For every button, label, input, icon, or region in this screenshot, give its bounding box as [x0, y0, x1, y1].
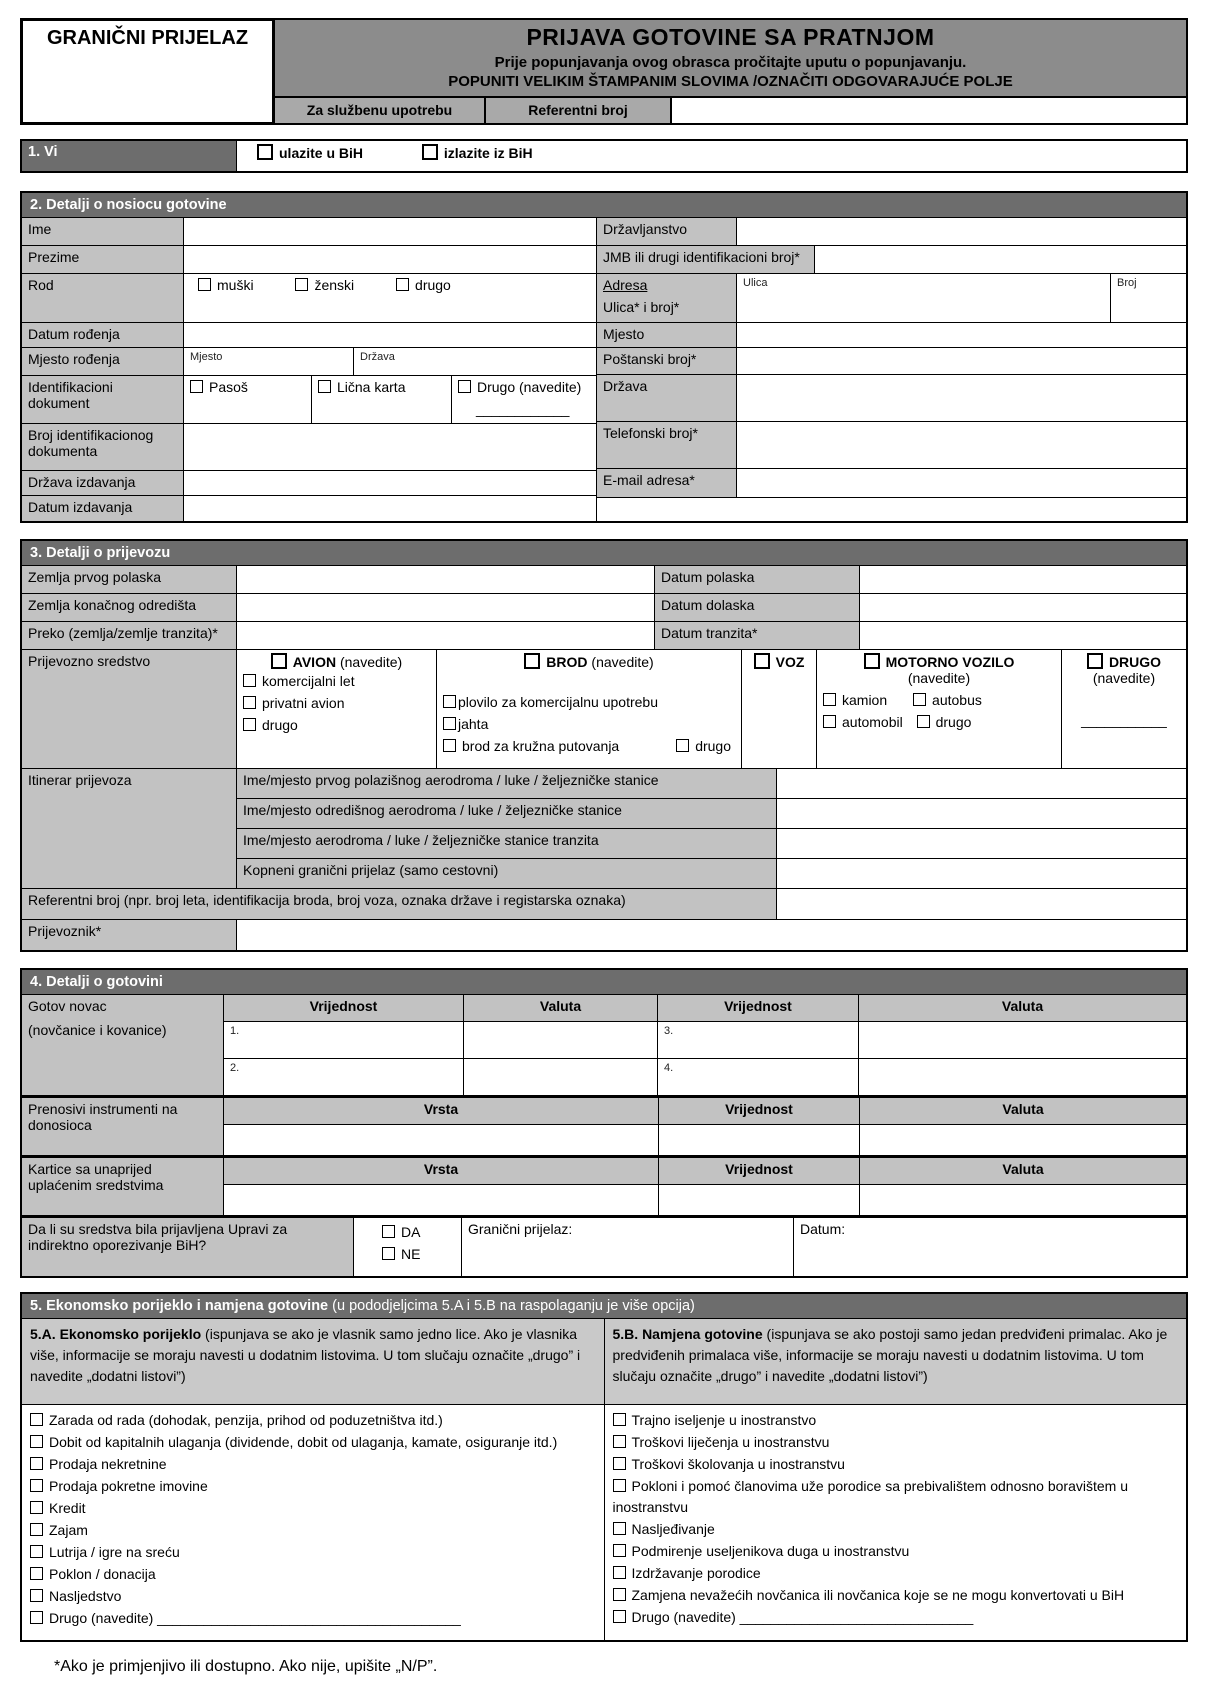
transit-date-label: Datum tranzita*: [655, 622, 860, 649]
declared-yes-option[interactable]: DA: [382, 1222, 455, 1243]
origin-item-credit[interactable]: Kredit: [30, 1498, 596, 1519]
form-title: PRIJAVA GOTOVINE SA PRATNJOM: [526, 24, 935, 50]
use-item-medical[interactable]: Troškovi liječenja u inostranstvu: [613, 1432, 1179, 1453]
bearer-currency-header: Valuta: [860, 1098, 1186, 1124]
enter-bih-option[interactable]: ulazite u BiH: [257, 145, 363, 161]
carrier-left-column: [22, 218, 597, 521]
carrier-right-column: [597, 218, 1186, 521]
use-item-inheritance[interactable]: Nasljeđivanje: [613, 1519, 1179, 1540]
ship-commercial-option[interactable]: plovilo za komercijalnu upotrebu: [443, 692, 735, 713]
arrival-date-label: Datum dolaska: [655, 594, 860, 621]
ship-other-checkbox[interactable]: [676, 739, 689, 752]
cash-currency-field-1[interactable]: [464, 1022, 658, 1058]
cash-currency-field-3[interactable]: [859, 1022, 1186, 1058]
use-item-education[interactable]: Troškovi školovanja u inostranstvu: [613, 1454, 1179, 1475]
bearer-currency-field[interactable]: [860, 1125, 1186, 1155]
id-passport-option[interactable]: Pasoš: [184, 376, 312, 423]
transport-other-blank[interactable]: ___________: [1081, 712, 1167, 728]
origin-item-real-estate[interactable]: Prodaja nekretnine: [30, 1454, 596, 1475]
origin-item-movable-property[interactable]: Prodaja pokretne imovine: [30, 1476, 596, 1497]
card-currency-header: Valuta: [860, 1158, 1186, 1184]
border-crossing-label: GRANIČNI PRIJELAZ: [46, 27, 249, 49]
form-header: [20, 18, 1188, 125]
ship-cruise-option[interactable]: brod za kružna putovanja: [443, 736, 619, 757]
plane-checkbox[interactable]: [271, 653, 287, 669]
last-name-field[interactable]: [184, 246, 597, 273]
gender-female-checkbox[interactable]: [295, 278, 308, 291]
declared-no-checkbox[interactable]: [382, 1247, 395, 1260]
issuing-country-field[interactable]: [184, 471, 597, 495]
origin-item-other[interactable]: Drugo (navedite) _______________________________________: [30, 1608, 596, 1629]
plane-commercial-checkbox[interactable]: [243, 674, 256, 687]
origin-item-wages[interactable]: Zarada od rada (dohodak, penzija, prihod od poduzetništva itd.): [30, 1410, 596, 1431]
section-2-title: 2. Detalji o nosiocu gotovine: [22, 193, 1186, 218]
card-currency-field[interactable]: [860, 1185, 1186, 1215]
ship-commercial-checkbox[interactable]: [443, 695, 456, 708]
origin-item-gift[interactable]: Poklon / donacija: [30, 1564, 596, 1585]
email-field[interactable]: [737, 469, 1186, 497]
section-4: [20, 968, 1188, 1278]
transit-country-field[interactable]: [237, 622, 655, 649]
birth-place-label: Mjesto rođenja: [22, 348, 184, 375]
id-number-field[interactable]: [184, 424, 597, 470]
reference-number-field[interactable]: [672, 98, 1186, 123]
origin-item-lottery[interactable]: Lutrija / igre na sreću: [30, 1542, 596, 1563]
use-inheritance-checkbox[interactable]: [613, 1522, 626, 1535]
direction-options: [237, 141, 1186, 171]
gender-male-checkbox[interactable]: [198, 278, 211, 291]
bearer-value-field[interactable]: [659, 1125, 860, 1155]
use-item-emigration[interactable]: Trajno iseljenje u inostranstvo: [613, 1410, 1179, 1431]
phone-label: Telefonski broj*: [597, 422, 737, 468]
gender-options: [184, 274, 597, 322]
intended-use-items: [605, 1405, 1187, 1640]
address-label: Adresa Ulica* i broj*: [597, 274, 737, 322]
departure-date-label: Datum polaska: [655, 566, 860, 593]
origin-gift-checkbox[interactable]: [30, 1567, 43, 1580]
origin-wages-checkbox[interactable]: [30, 1413, 43, 1426]
cash-label: Gotov novac (novčanice i kovanice): [22, 995, 224, 1095]
declared-yes-checkbox[interactable]: [382, 1225, 395, 1238]
bearer-instruments-label: Prenosivi instrumenti na donosioca: [22, 1098, 224, 1155]
issue-date-label: Datum izdavanja: [22, 496, 184, 521]
bearer-instruments-block: [22, 1096, 1186, 1156]
transport-motor-vehicle-group: [817, 650, 1062, 768]
section-4-title: 4. Detalji o gotovini: [22, 970, 1186, 995]
plane-other-option[interactable]: drugo: [243, 715, 430, 736]
card-type-field[interactable]: [224, 1185, 659, 1215]
phone-field[interactable]: [737, 422, 1186, 468]
reference-number-label: Referentni broj: [486, 98, 672, 123]
transport-reference-label: Referentni broj (npr. broj leta, identifikacija broda, broj voza, oznaka države i registarska oznaka): [22, 889, 777, 919]
motor-other-option[interactable]: drugo: [917, 714, 972, 730]
id-number-label: Broj identifikacionog dokumenta: [22, 424, 184, 470]
citizenship-field[interactable]: [737, 218, 1186, 245]
transport-other-option[interactable]: DRUGO: [1068, 653, 1180, 670]
last-name-label: Prezime: [22, 246, 184, 273]
carrier-label: Prijevoznik*: [22, 920, 237, 950]
id-card-option[interactable]: Lična karta: [312, 376, 452, 423]
plane-option[interactable]: AVION (navedite): [243, 653, 430, 670]
birth-place-country-field[interactable]: Država: [354, 348, 597, 375]
use-other-checkbox[interactable]: [613, 1610, 626, 1623]
use-education-checkbox[interactable]: [613, 1457, 626, 1470]
use-emigration-checkbox[interactable]: [613, 1413, 626, 1426]
itinerary-first-departure-label: Ime/mjesto prvog polazišnog aerodroma / luke / željezničke stanice: [237, 769, 777, 798]
itinerary-land-crossing-field[interactable]: [777, 859, 1186, 888]
id-card-checkbox[interactable]: [318, 380, 331, 393]
ship-cruise-checkbox[interactable]: [443, 739, 456, 752]
cash-value-field-2[interactable]: 2.: [224, 1059, 464, 1095]
origin-other-checkbox[interactable]: [30, 1611, 43, 1624]
card-type-header: Vrsta: [224, 1158, 659, 1184]
section-5: [20, 1292, 1188, 1642]
issue-date-field[interactable]: [184, 496, 597, 521]
use-debt-settlement-checkbox[interactable]: [613, 1544, 626, 1557]
declared-yes-no-group: [354, 1218, 462, 1276]
transit-date-field[interactable]: [860, 622, 1186, 649]
transit-country-label: Preko (zemlja/zemlje tranzita)*: [22, 622, 237, 649]
transport-other-checkbox[interactable]: [1087, 653, 1103, 669]
origin-item-inheritance[interactable]: Nasljedstvo: [30, 1586, 596, 1607]
section-3-title: 3. Detalji o prijevozu: [22, 541, 1186, 566]
section-1-title: 1. Vi: [22, 141, 237, 171]
economic-origin-items: [22, 1405, 604, 1640]
departure-date-field[interactable]: [860, 566, 1186, 593]
postal-code-field[interactable]: [737, 348, 1186, 374]
first-departure-country-field[interactable]: [237, 566, 655, 593]
plane-private-checkbox[interactable]: [243, 696, 256, 709]
official-use-label: Za službenu upotrebu: [275, 98, 486, 123]
prepaid-cards-block: [22, 1156, 1186, 1216]
cash-block: [22, 995, 1186, 1096]
birth-date-label: Datum rođenja: [22, 323, 184, 347]
form-subtitle-2: POPUNITI VELIKIM ŠTAMPANIM SLOVIMA /OZNAČITI ODGOVARAJUĆE POLJE: [448, 73, 1013, 90]
itinerary-destination-field[interactable]: [777, 799, 1186, 828]
plane-private-option[interactable]: privatni avion: [243, 693, 430, 714]
intended-use-heading: 5.B. Namjena gotovine (ispunjava se ako postoji samo jedan predviđeni primalac. Ako je predviđenih primalaca više, informacije se moraju navesti u dodatnim listovima. U tom slučaju označite „drugo” i navedite „dodatni listovi”): [605, 1319, 1187, 1405]
origin-capital-checkbox[interactable]: [30, 1435, 43, 1448]
motor-other-checkbox[interactable]: [917, 715, 930, 728]
transport-ship-group: [437, 650, 742, 768]
bus-option[interactable]: autobus: [913, 692, 982, 708]
itinerary-transit-label: Ime/mjesto aerodroma / luke / željezničke stanice tranzita: [237, 829, 777, 858]
id-passport-checkbox[interactable]: [190, 380, 203, 393]
intended-use-column: [605, 1319, 1187, 1640]
itinerary-block: [22, 769, 1186, 889]
plane-other-checkbox[interactable]: [243, 718, 256, 731]
cash-currency-header-2: Valuta: [859, 995, 1186, 1021]
gender-other-checkbox[interactable]: [396, 278, 409, 291]
transport-means-label: Prijevozno sredstvo: [22, 650, 237, 768]
country-field[interactable]: [737, 375, 1186, 421]
ship-yacht-option[interactable]: jahta: [443, 714, 735, 735]
economic-origin-heading: 5.A. Ekonomsko porijeklo (ispunjava se ako je vlasnik samo jedno lice. Ako je vlasnika više, informacije se moraju navesti u dodatnim listovima. U tom slučaju označite „drugo” i navedite „dodatni listovi”): [22, 1319, 604, 1405]
gender-female-option[interactable]: ženski: [295, 277, 354, 293]
gender-other-option[interactable]: drugo: [396, 277, 451, 293]
itinerary-transit-field[interactable]: [777, 829, 1186, 858]
motor-vehicle-checkbox[interactable]: [864, 653, 880, 669]
city-field[interactable]: [737, 323, 1186, 347]
use-banknote-exchange-checkbox[interactable]: [613, 1588, 626, 1601]
address-number-field[interactable]: Broj: [1111, 274, 1186, 322]
final-destination-country-field[interactable]: [237, 594, 655, 621]
train-checkbox[interactable]: [754, 653, 770, 669]
origin-inheritance-checkbox[interactable]: [30, 1589, 43, 1602]
motor-line-2: [823, 712, 1055, 733]
first-name-label: Ime: [22, 218, 184, 245]
exit-bih-checkbox[interactable]: [422, 144, 438, 160]
birth-date-field[interactable]: [184, 323, 597, 347]
use-item-other[interactable]: Drugo (navedite) ______________________________: [613, 1607, 1179, 1628]
card-value-header: Vrijednost: [659, 1158, 860, 1184]
cash-value-header-2: Vrijednost: [658, 995, 859, 1021]
car-option[interactable]: automobil: [823, 714, 903, 730]
citizenship-label: Državljanstvo: [597, 218, 737, 245]
origin-item-loan[interactable]: Zajam: [30, 1520, 596, 1541]
exit-bih-option[interactable]: izlazite iz BiH: [422, 145, 533, 161]
itinerary-destination-label: Ime/mjesto odredišnog aerodroma / luke / željezničke stanice: [237, 799, 777, 828]
gender-label: Rod: [22, 274, 184, 322]
economic-origin-column: [22, 1319, 605, 1640]
section-5-title: 5. Ekonomsko porijeklo i namjena gotovine (u pododjeljcima 5.A i 5.B na raspolaganju je više opcija): [22, 1294, 1186, 1319]
truck-option[interactable]: kamion: [823, 692, 887, 708]
id-document-label: Identifikacioni dokument: [22, 376, 184, 423]
itinerary-first-departure-field[interactable]: [777, 769, 1186, 798]
truck-checkbox[interactable]: [823, 693, 836, 706]
gender-male-option[interactable]: muški: [198, 277, 254, 293]
use-family-support-checkbox[interactable]: [613, 1566, 626, 1579]
address-street-field[interactable]: Ulica: [737, 274, 1111, 322]
declared-border-crossing-field[interactable]: Granični prijelaz:: [462, 1218, 794, 1276]
issuing-country-label: Država izdavanja: [22, 471, 184, 495]
header-right: [275, 18, 1188, 125]
cash-value-field-1[interactable]: 1.: [224, 1022, 464, 1058]
car-checkbox[interactable]: [823, 715, 836, 728]
country-label: Država: [597, 375, 737, 421]
birth-place-city-field[interactable]: Mjesto: [184, 348, 354, 375]
ship-option[interactable]: BROD (navedite): [443, 653, 735, 670]
motor-vehicle-specify: (navedite): [907, 670, 971, 686]
jmb-field[interactable]: [815, 246, 1186, 273]
jmb-label: JMB ili drugi identifikacioni broj*: [597, 246, 815, 273]
origin-movable-property-checkbox[interactable]: [30, 1479, 43, 1492]
ship-other-option[interactable]: drugo: [676, 736, 731, 757]
cash-currency-field-2[interactable]: [464, 1059, 658, 1095]
id-other-checkbox[interactable]: [458, 380, 471, 393]
id-other-option[interactable]: Drugo (navedite) ____________: [452, 376, 597, 423]
section-1: [20, 139, 1188, 173]
origin-real-estate-checkbox[interactable]: [30, 1457, 43, 1470]
bearer-type-field[interactable]: [224, 1125, 659, 1155]
postal-code-label: Poštanski broj*: [597, 348, 737, 374]
itinerary-label: Itinerar prijevoza: [22, 769, 237, 888]
cash-value-field-3[interactable]: 3.: [658, 1022, 859, 1058]
first-name-field[interactable]: [184, 218, 597, 245]
transport-train-group[interactable]: VOZ: [742, 650, 817, 768]
bus-checkbox[interactable]: [913, 693, 926, 706]
use-item-debt-settlement[interactable]: Podmirenje useljenikova duga u inostranstvu: [613, 1541, 1179, 1562]
use-item-family-support[interactable]: Izdržavanje porodice: [613, 1563, 1179, 1584]
section-3: [20, 539, 1188, 952]
transport-other-group: [1062, 650, 1186, 768]
declared-date-field[interactable]: Datum:: [794, 1218, 1186, 1276]
first-departure-country-label: Zemlja prvog polaska: [22, 566, 237, 593]
ship-checkbox[interactable]: [524, 653, 540, 669]
use-medical-checkbox[interactable]: [613, 1435, 626, 1448]
bearer-value-header: Vrijednost: [659, 1098, 860, 1124]
section-2: [20, 191, 1188, 523]
title-box: [275, 20, 1186, 98]
motor-line-1: [823, 690, 1055, 711]
use-item-family-gifts[interactable]: Pokloni i pomoć članovima uže porodice sa prebivalištem odnosno boravištem u inostranstvu: [612, 1478, 1128, 1515]
enter-bih-checkbox[interactable]: [257, 144, 273, 160]
transport-plane-group: [237, 650, 437, 768]
id-other-blank[interactable]: ____________: [476, 401, 570, 417]
transport-other-specify: (navedite): [1092, 670, 1156, 686]
cash-value-field-4[interactable]: 4.: [658, 1059, 859, 1095]
footnote: *Ako je primjenjivo ili dostupno. Ako nije, upišite „N/P”.: [54, 1658, 438, 1675]
ship-yacht-checkbox[interactable]: [443, 717, 456, 730]
email-label: E-mail adresa*: [597, 469, 737, 497]
prepaid-cards-label: Kartice sa unaprijed uplaćenim sredstvima: [22, 1158, 224, 1215]
form-subtitle-1: Prije popunjavanja ovog obrasca pročitajte uputu o popunjavanju.: [494, 54, 967, 71]
origin-item-capital[interactable]: Dobit od kapitalnih ulaganja (dividende, dobit od ulaganja, kamate, osiguranje itd.): [30, 1432, 596, 1453]
transport-reference-field[interactable]: [777, 889, 1186, 919]
itinerary-land-crossing-label: Kopneni granični prijelaz (samo cestovni): [237, 859, 777, 888]
arrival-date-field[interactable]: [860, 594, 1186, 621]
bearer-type-header: Vrsta: [224, 1098, 659, 1124]
city-label: Mjesto: [597, 323, 737, 347]
origin-lottery-checkbox[interactable]: [30, 1545, 43, 1558]
carrier-field[interactable]: [237, 920, 1186, 950]
previously-declared-label: Da li su sredstva bila prijavljena Upravi za indirektno oporezivanje BiH?: [22, 1218, 354, 1276]
cash-currency-field-4[interactable]: [859, 1059, 1186, 1095]
origin-loan-checkbox[interactable]: [30, 1523, 43, 1536]
plane-commercial-option[interactable]: komercijalni let: [243, 671, 430, 692]
card-value-field[interactable]: [659, 1185, 860, 1215]
cash-currency-header-1: Valuta: [464, 995, 658, 1021]
use-item-banknote-exchange[interactable]: Zamjena nevažećih novčanica ili novčanica koje se ne mogu konvertovati u BiH: [613, 1585, 1179, 1606]
origin-credit-checkbox[interactable]: [30, 1501, 43, 1514]
ship-last-line: [443, 736, 735, 757]
use-family-gifts-checkbox[interactable]: [613, 1479, 626, 1492]
official-use-row: [275, 98, 1186, 123]
motor-vehicle-option[interactable]: MOTORNO VOZILO: [823, 653, 1055, 670]
declared-no-option[interactable]: NE: [382, 1244, 455, 1265]
previously-declared-row: [22, 1216, 1186, 1276]
cash-value-header-1: Vrijednost: [224, 995, 464, 1021]
border-crossing-box: [20, 18, 275, 125]
final-destination-country-label: Zemlja konačnog odredišta: [22, 594, 237, 621]
